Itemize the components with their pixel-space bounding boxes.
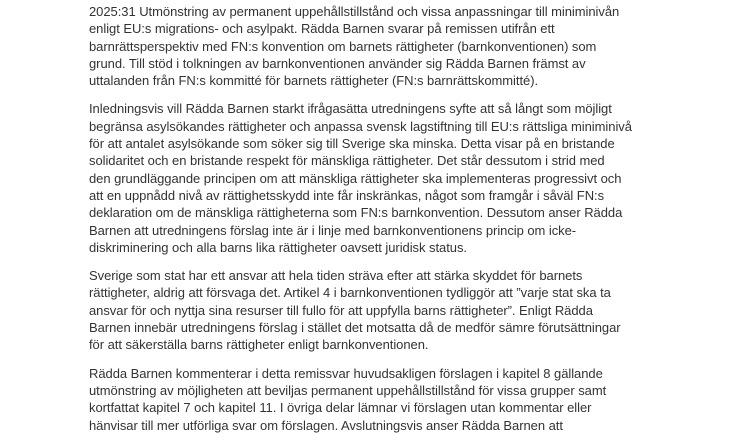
text-line: grund. Till stöd i tolkningen av barnkonventionen använder sig Rädda Barnen främst av xyxy=(89,55,586,71)
text-line: solidaritet och en bristande respekt för mänskliga rättigheter. Det står dessutom i strid med xyxy=(89,153,605,169)
text-line: Rädda Barnen kommenterar i detta remissvar huvudsakligen förslagen i kapitel 8 gällande xyxy=(89,365,603,381)
text-line: att en uppnådd nivå av rättighetsskydd inte får inskränkas, något som framgår i såväl FN:s xyxy=(89,187,605,203)
text-line: uttalanden från FN:s kommitté för barnets rättigheter (FN:s barnrättskommitté). xyxy=(89,73,539,89)
text-line: Sverige som stat har ett ansvar att hela tiden sträva efter att stärka skyddet för barnets xyxy=(89,268,583,284)
text-line: utmönstring av möjligheten att beviljas permanent uppehållstillstånd för vissa grupper samt xyxy=(89,382,607,398)
text-line: barnrättsperspektiv med FN:s konvention om barnets rättigheter (barnkonventionen) som xyxy=(89,38,597,54)
text-line: Barnen att utredningens förslag inte är i linje med barnkonventionens princip om icke- xyxy=(89,222,577,238)
text-line: den grundläggande principen om att mänskliga rättigheter ska implementeras progressivt och xyxy=(89,170,622,186)
text-line: kortfattat kapitel 7 och kapitel 11. I övriga delar lämnar vi förslagen utan kommentar eller xyxy=(89,400,592,416)
text-line: 2025:31 Utmönstring av permanent uppehållstillstånd och vissa anpassningar till miniminivån xyxy=(89,4,620,19)
text-line: för att säkerställa barns rättigheter enligt barnkonventionen. xyxy=(89,337,429,353)
document-text xyxy=(89,3,699,445)
text-line: enligt EU:s migrations- och asylpakt. Rädda Barnen svarar på remissen utifrån ett xyxy=(89,21,555,37)
text-line: rättigheter, aldrig att försvaga det. Artikel 4 i barnkonventionen tydliggör att ”varje stat ska ta xyxy=(89,285,611,301)
text-line: deklaration om de mänskliga rättigheterna som FN:s barnkonvention. Dessutom anser Rädda xyxy=(89,205,623,221)
paragraph-2 xyxy=(89,100,699,256)
text-line: ansvar för och nyttja sina resurser till fullo för att uppfylla barns rättigheter”. Enligt Rädda xyxy=(89,302,593,318)
text-line: för att antalet asylsökande som söker sig till Sverige ska minska. Detta visar på en bristande xyxy=(89,136,615,152)
paragraph-3 xyxy=(89,267,699,353)
text-line: diskriminering och alla barns lika rättigheter oavsett juridisk status. xyxy=(89,239,467,255)
paragraph-4 xyxy=(89,365,699,434)
paragraph-1 xyxy=(89,3,699,89)
text-line: Barnen innebär utredningens förslag i stället det motsatta då de medför sämre förutsättningar xyxy=(89,320,621,336)
text-line: Inledningsvis vill Rädda Barnen starkt ifrågasätta utredningens syfte att så långt som möjligt xyxy=(89,101,612,117)
text-line: begränsa asylsökandes rättigheter och anpassa svensk lagstiftning till EU:s rättsliga miniminivå xyxy=(89,118,632,134)
text-line-clipped: hänvisar till mer utförliga svar om förslagen. Avslutningsvis anser Rädda Barnen att xyxy=(89,417,563,433)
